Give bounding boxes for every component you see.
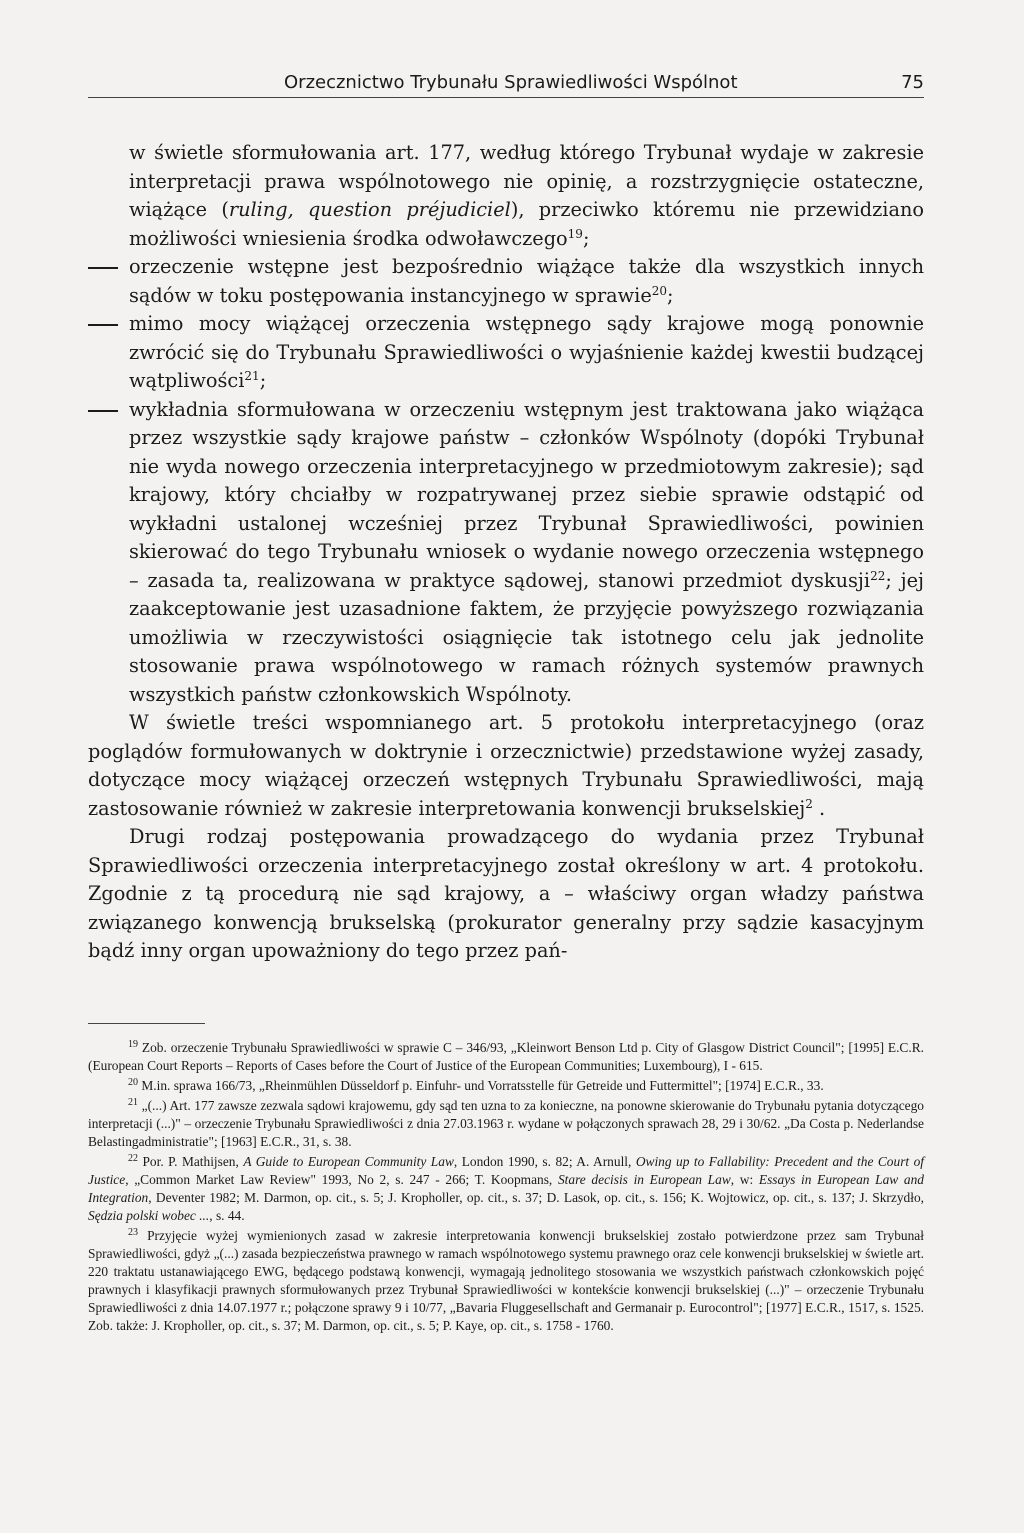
- body-text: [88, 139, 924, 966]
- page-number: 75: [901, 72, 924, 93]
- italic-terms: ruling, question préjudiciel: [228, 198, 511, 221]
- footnote-19: $^{19}$ Zob. orzeczenie Trybunału Sprawiedliwości w sprawie C – 346/93, „Kleinwort Benson Ltd p. City of Glasgow District Council"; [1995] E.C.R. (European Court Reports – Reports of Cases before the Court of Justice of the European Communities; Luxembourg), I - 615.: [88, 1039, 924, 1073]
- footnote-20: $^{20}$ M.in. sprawa 166/73, „Rheinmühlen Düsseldorf p. Einfuhr- und Vorratsstelle für Getreide und Futtermittel"; [1974] E.C.R., 33.: [128, 1077, 824, 1093]
- footnote-ref-21: 21: [244, 369, 260, 383]
- list-item-2: orzeczenie wstępne jest bezpośrednio wiążące także dla wszystkich innych sądów w toku postępowania instancyjnego w sprawie$^{20}$;: [88, 253, 924, 310]
- footnote-21: $^{21}$ „(...) Art. 177 zawsze zezwala sądowi krajowemu, gdy sąd ten uzna to za konieczne, na ponowne skierowanie do Trybunału pytania dotyczącego interpretacji (...)" – orzeczenie Trybunału Sprawiedliwości z dnia 27.03.1963 r. wydane w połączonych sprawach 28, 29 i 30/62. „Da Costa p. Nederlandse Belastingadministratie"; [1963] E.C.R., 31, s. 38.: [88, 1097, 924, 1149]
- footnote-ref-19: 19: [567, 226, 583, 241]
- footnote-ref-23: 2: [805, 796, 813, 811]
- footnote-23: $^{23}$ Przyjęcie wyżej wymienionych zasad w zakresie interpretowania konwencji brukselskiej zostało potwierdzone przez sam Trybunał Sprawiedliwości, gdyż „(...) zasada bezpieczeństwa prawnego w ramach wspólnotowego systemu prawnego oraz cele konwencji brukselskiej w świetle art. 220 traktatu ustanawiającego EWG, będącego podstawą konwencji, wymagają jednolitego stosowania we wszystkich państwach członkowskich pojęć prawnych i klasyfikacji prawnych sformułowanych przez Trybunał Sprawiedliwości w kontekście konwencji brukselskiej (...)" – orzeczenie Trybunału Sprawiedliwości z dnia 14.07.1977 r.; połączone sprawy 9 i 10/77, „Bavaria Fluggesellschaft and Germanair p. Eurocontrol"; [1977] E.C.R., 1517, s. 1525. Zob. także: J. Kropholler, op. cit., s. 37; M. Darmon, op. cit., s. 5; P. Kaye, op. cit., s. 1758 - 1760.: [88, 1227, 924, 1333]
- header-title: Orzecznictwo Trybunału Sprawiedliwości Wspólnot: [284, 72, 738, 93]
- paragraph-5: W świetle treści wspomnianego art. 5 protokołu interpretacyjnego (oraz poglądów formułowanych w doktrynie i orzecznictwie) przedstawione wyżej zasady, dotyczące mocy wiążącej orzeczeń wstępnych Trybunału Sprawiedliwości, mają zastosowanie również w zakresie interpretowania konwencji brukselskiej$^2$ .: [88, 711, 924, 820]
- paragraph-6: Drugi rodzaj postępowania prowadzącego do wydania przez Trybunał Sprawiedliwości orzeczenia interpretacyjnego został określony w art. 4 protokołu. Zgodnie z tą procedurą nie sąd krajowy, a – właściwy organ władzy państwa związanego konwencją brukselską (prokurator generalny przy sądzie kasacyjnym bądź inny organ upoważniony do tego przez pań-: [88, 825, 924, 962]
- footnote-ref-22: 22: [870, 568, 886, 583]
- footnote-rule: [88, 1023, 205, 1024]
- running-header: [88, 72, 924, 93]
- list-item-3: mimo mocy wiążącej orzeczenia wstępnego sądy krajowe mogą ponownie zwrócić się do Trybunału Sprawiedliwości o wyjaśnienie każdej kwestii budzącej wątpliwości$^{21}$;: [88, 310, 924, 396]
- footnotes: [88, 1039, 924, 1337]
- header-rule: [88, 97, 924, 98]
- list-item-1: w świetle sformułowania art. 177, według którego Trybunał wydaje w zakresie interpretacji prawa wspólnotowego nie opinię, a rozstrzygnięcie ostateczne, wiążące (ruling, question préjudiciel), przeciwko któremu nie przewidziano możliwości wniesienia środka odwoławczego$^{19}$;: [129, 141, 924, 250]
- footnote-22: $^{22}$ Por. P. Mathijsen, A Guide to European Community Law, London 1990, s. 82; A. Arnull, Owing up to Fallability: Precedent and the Court of Justice, „Common Market Law Review" 1993, No 2, s. 247 - 266; T. Koopmans, Stare decisis in European Law, w: Essays in European Law and Integration, Deventer 1982; M. Darmon, op. cit., s. 5; J. Kropholler, op. cit., s. 37; D. Lasok, op. cit., s. 156; K. Wojtowicz, op. cit., s. 137; J. Skrzydło, Sędzia polski wobec ..., s. 44.: [88, 1153, 925, 1223]
- footnote-ref-20: 20: [651, 283, 668, 298]
- list-item-4: wykładnia sformułowana w orzeczeniu wstępnym jest traktowana jako wiążąca przez wszystkie sądy krajowe państw – członków Wspólnoty (dopóki Trybunał nie wyda nowego orzeczenia interpretacyjnego w przedmiotowym zakresie); sąd krajowy, który chciałby w rozpatrywanej przez siebie sprawie odstąpić od wykładni ustalonej wcześniej przez Trybunał Sprawiedliwości, powinien skierować do tego Trybunału wniosek o wydanie nowego orzeczenia wstępnego – zasada ta, realizowana w praktyce sądowej, stanowi przedmiot dyskusji$^{22}$; jej zaakceptowanie jest uzasadnione faktem, że przyjęcie powyższego rozwiązania umożliwia w rzeczywistości osiągnięcie tak istotnego celu jak jednolite stosowanie prawa wspólnotowego w ramach różnych systemów prawnych wszystkich państw członkowskich Wspólnoty.: [88, 396, 924, 710]
